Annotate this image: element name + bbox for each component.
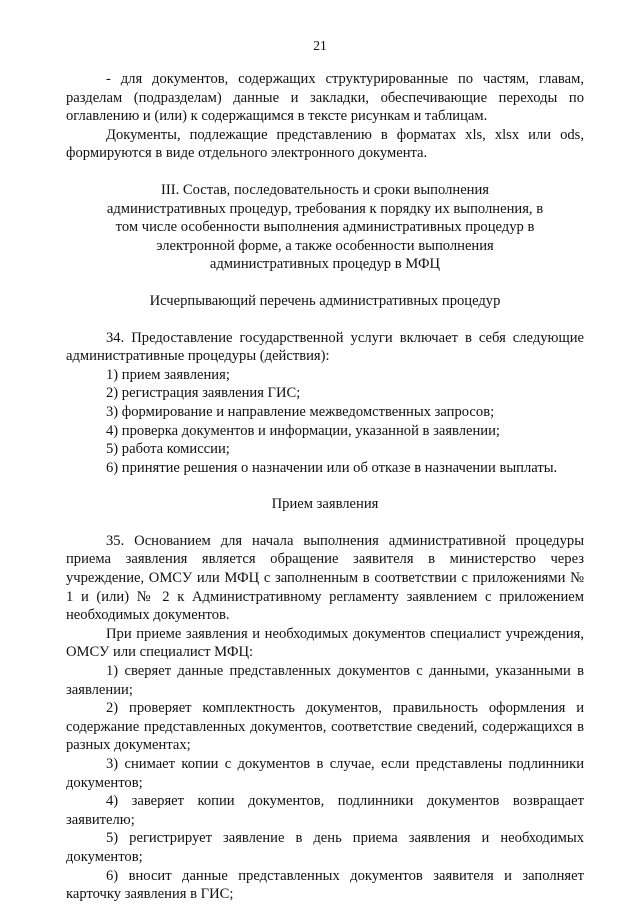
list-item: 5) регистрирует заявление в день приема заявления и необходимых документов;: [66, 830, 584, 865]
actions-list: [66, 662, 584, 904]
list-item: 3) формирование и направление межведомственных запросов;: [106, 403, 495, 420]
list-item: 2) регистрация заявления ГИС;: [106, 385, 301, 402]
list-item: 1) прием заявления;: [106, 366, 230, 383]
list-item: 3) снимает копии с документов в случае, если представлены подлинники документов;: [66, 756, 584, 791]
list-item: 2) проверяет комплектность документов, правильность оформления и содержание представленных документов, соответствие сведений, содержащихся в разных документах;: [66, 700, 584, 754]
list-item: 5) работа комиссии;: [106, 441, 230, 458]
list-item: 4) проверка документов и информации, указанной в заявлении;: [106, 422, 500, 439]
paragraph-35: 35. Основанием для начала выполнения административной процедуры приема заявления является обращение заявителя в министерство через учреждение, ОМСУ или МФЦ с заполненным в соответствии с приложениями № 1 и (или) № 2 к Административному регламенту заявлением с приложением необходимых документов.: [66, 532, 584, 624]
paragraph-34: 34. Предоставление государственной услуги включает в себя следующие административные процедуры (действия):: [66, 329, 584, 365]
list-item: 1) сверяет данные представленных документов с данными, указанными в заявлении;: [66, 663, 584, 698]
document-body: [66, 70, 584, 904]
list-item: 4) заверяет копии документов, подлинники документов возвращает заявителю;: [66, 793, 584, 828]
intro-paragraph-1: - для документов, содержащих структурированные по частям, главам, разделам (подразделам) данные и закладки, обеспечивающие переходы по оглавлению и (или) к содержащимся в тексте рисункам и таблицам.: [66, 71, 584, 125]
intro-paragraph-2: Документы, подлежащие представлению в форматах xls, xlsx или ods, формируются в виде отдельного электронного документа.: [66, 126, 584, 162]
section-heading: III. Состав, последовательность и сроки выполнения административных процедур, требования к порядку их выполнения, в том числе особенности выполнения административных процедур в электронной форме, а также особенности выполнения административных процедур в МФЦ: [106, 181, 544, 273]
list-item: 6) вносит данные представленных документов заявителя и заполняет карточку заявления в ГИС;: [66, 867, 584, 903]
page-number: 21: [313, 38, 327, 53]
subheading-reception: Прием заявления: [271, 496, 379, 513]
procedures-list: [66, 366, 584, 478]
list-item: 6) принятие решения о назначении или об отказе в назначении выплаты.: [106, 459, 558, 476]
subheading-procedures-list: Исчерпывающий перечень административных процедур: [149, 292, 501, 309]
paragraph-specialist: При приеме заявления и необходимых документов специалист учреждения, ОМСУ или специалист МФЦ:: [66, 625, 584, 661]
